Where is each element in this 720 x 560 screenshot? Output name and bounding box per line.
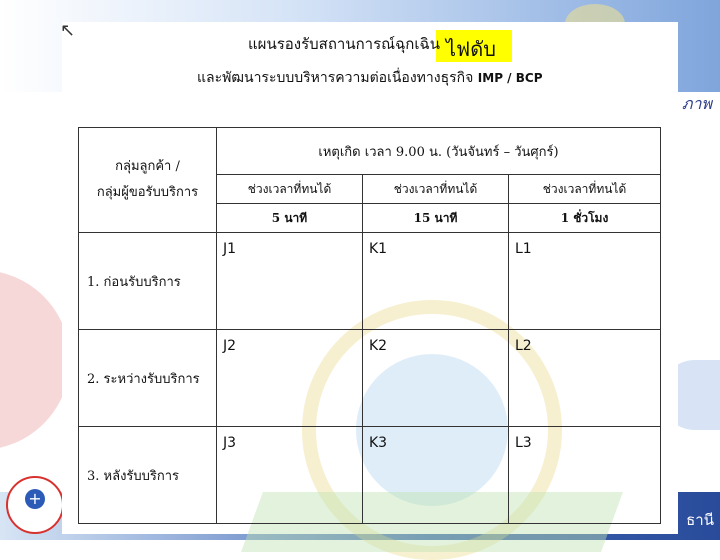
table-cell: K2	[363, 330, 509, 427]
row-label: 2. ระหว่างรับบริการ	[79, 330, 217, 427]
footer-text-fragment: ธานี	[686, 511, 714, 529]
tolerance-header: ช่วงเวลาที่ทนได้	[363, 175, 509, 204]
tolerance-value: 15 นาที	[363, 204, 509, 233]
red-cross-logo-icon	[6, 476, 64, 534]
page-subtitle: และพัฒนาระบบบริหารความต่อเนื่องทางธุรกิจ IMP / BCP	[197, 70, 543, 86]
background-shape-left	[0, 270, 70, 450]
tolerance-header: ช่วงเวลาที่ทนได้	[509, 175, 661, 204]
table-cell: L3	[509, 427, 661, 524]
tolerance-value: 1 ชั่วโมง	[509, 204, 661, 233]
table-cell: J3	[217, 427, 363, 524]
table-row	[79, 233, 661, 330]
highlighted-word: ไฟดับ	[436, 30, 512, 62]
row-label: 3. หลังรับบริการ	[79, 427, 217, 524]
title-code: IMP / BCP	[477, 71, 543, 85]
page-title: แผนรองรับสถานการณ์ฉุกเฉิน	[248, 35, 440, 53]
event-time-header: เหตุเกิด เวลา 9.00 น. (วันจันทร์ – วันศุกร์)	[217, 128, 661, 175]
tolerance-value: 5 นาที	[217, 204, 363, 233]
cross-icon: +	[25, 489, 45, 509]
table-cell: J2	[217, 330, 363, 427]
table-cell: K3	[363, 427, 509, 524]
row-label: 1. ก่อนรับบริการ	[79, 233, 217, 330]
table-cell: L2	[509, 330, 661, 427]
service-continuity-table	[78, 127, 661, 524]
tolerance-header: ช่วงเวลาที่ทนได้	[217, 175, 363, 204]
table-cell: K1	[363, 233, 509, 330]
background-heading-fragment: ภาพ	[681, 94, 712, 113]
customer-group-header: กลุ่มลูกค้า / กลุ่มผู้ขอรับบริการ	[79, 128, 217, 233]
table-row	[79, 330, 661, 427]
table-cell: L1	[509, 233, 661, 330]
mouse-pointer-icon: ↖	[60, 20, 76, 41]
table-row	[79, 427, 661, 524]
table-cell: J1	[217, 233, 363, 330]
